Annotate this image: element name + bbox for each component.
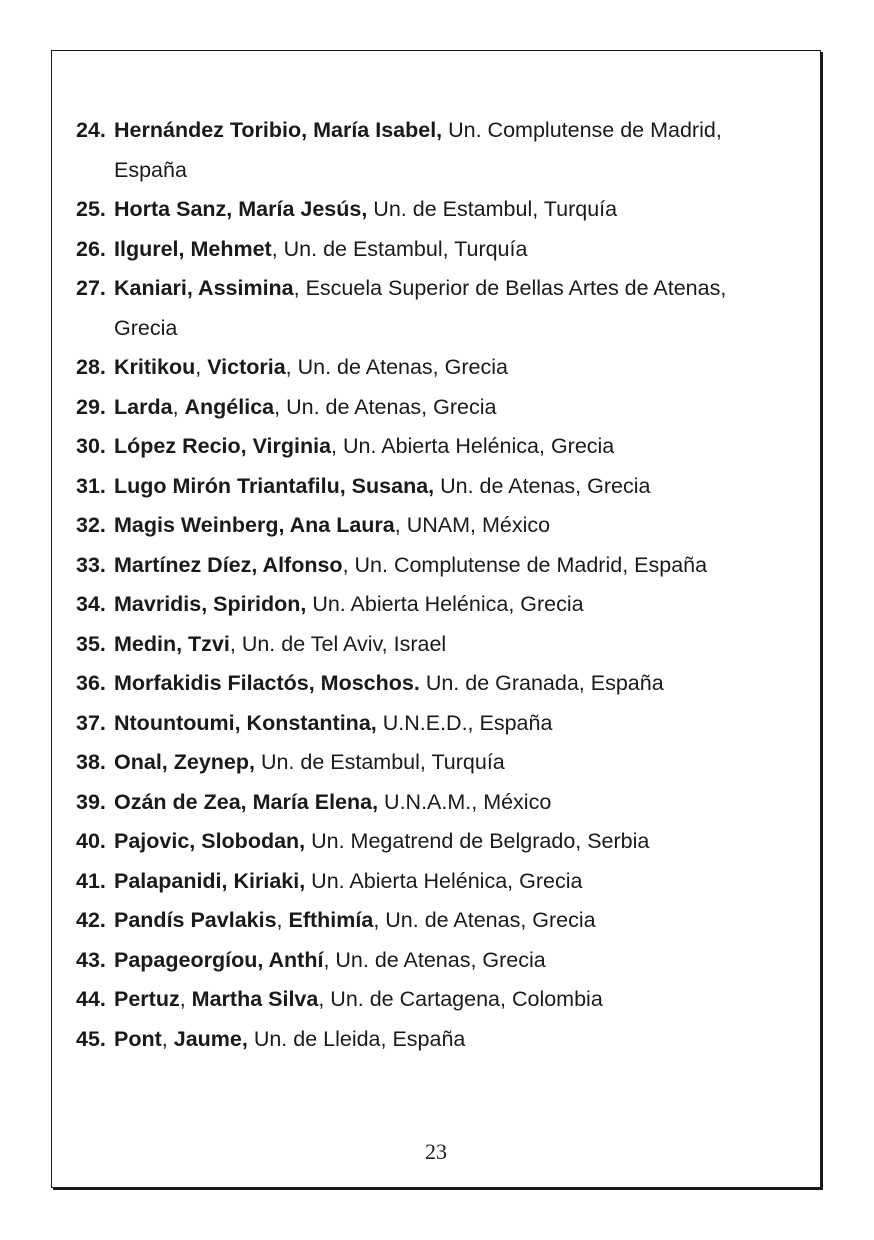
affiliation-text: Un. Megatrend de Belgrado, Serbia <box>305 829 650 853</box>
list-item-text <box>114 980 796 1020</box>
list-item-text <box>114 467 796 507</box>
list-item-number: 39. <box>76 789 106 814</box>
list-item <box>76 230 796 270</box>
participant-name: Martínez Díez, Alfonso <box>114 552 343 577</box>
participant-name: Kaniari, Assimina <box>114 276 294 300</box>
list-item <box>76 427 796 467</box>
list-item <box>76 901 796 941</box>
list-item-number: 29. <box>76 394 106 419</box>
participant-name: Mavridis, Spiridon, <box>114 592 307 616</box>
affiliation-text: U.N.E.D., España <box>376 710 553 735</box>
list-item-number: 41. <box>76 868 106 893</box>
affiliation-text: , Escuela Superior de Bellas Artes de Atenas, Grecia <box>114 276 727 340</box>
list-item-number: 42. <box>76 908 106 932</box>
affiliation-text: , Un. de Cartagena, Colombia <box>318 987 603 1011</box>
list-item-text <box>114 269 796 348</box>
participant-name: Pandís Pavlakis <box>114 908 277 932</box>
participant-name: López Recio, Virginia <box>114 434 332 458</box>
list-item <box>76 546 796 586</box>
affiliation-text: Un. de Estambul, Turquía <box>367 197 618 221</box>
list-item-number: 31. <box>76 473 106 498</box>
list-item <box>76 941 796 981</box>
participant-name: Ilgurel, Mehmet <box>114 236 272 261</box>
list-item <box>76 467 796 507</box>
list-item-text <box>114 506 796 546</box>
affiliation-text: , Un. Abierta Helénica, Grecia <box>331 434 615 458</box>
list-item-text <box>114 546 796 586</box>
list-item-text <box>114 388 796 428</box>
list-item-number: 26. <box>76 236 106 261</box>
affiliation-text: Un. de Lleida, España <box>247 1026 466 1051</box>
participant-name: Angélica <box>184 394 275 419</box>
list-item-text <box>114 1020 796 1060</box>
participant-name: Pont <box>114 1026 162 1051</box>
participant-name: Papageorgíou, Anthí <box>114 947 324 972</box>
list-item-text <box>114 348 796 388</box>
participant-name: Ntountoumi, Konstantina, <box>114 710 377 735</box>
participant-name: Morfakidis Filactós, Moschos. <box>114 671 420 695</box>
list-item <box>76 111 796 190</box>
participant-name: Horta Sanz, María Jesús, <box>114 197 368 221</box>
list-item <box>76 348 796 388</box>
list-item-text <box>114 625 796 665</box>
affiliation-text: , Un. de Tel Aviv, Israel <box>229 631 447 656</box>
list-item <box>76 743 796 783</box>
affiliation-text: , Un. Complutense de Madrid, España <box>342 552 708 577</box>
participant-name: Kritikou <box>114 355 196 379</box>
participant-name: Medin, Tzvi <box>114 631 230 656</box>
affiliation-text: , <box>172 394 185 419</box>
affiliation-text: , Un. de Atenas, Grecia <box>285 355 508 379</box>
participant-name: Martha Silva <box>191 987 319 1011</box>
affiliation-text: Un. Abierta Helénica, Grecia <box>306 592 584 616</box>
list-item-number: 45. <box>76 1026 106 1051</box>
participant-name: Pajovic, Slobodan, <box>114 829 306 853</box>
list-item-text <box>114 111 796 190</box>
participant-name: Ozán de Zea, María Elena, <box>114 789 379 814</box>
list-item-number: 43. <box>76 947 106 972</box>
affiliation-text: U.N.A.M., México <box>378 789 552 814</box>
list-item <box>76 664 796 704</box>
list-item-text <box>114 822 796 862</box>
list-item-number: 28. <box>76 355 106 379</box>
affiliation-text: , <box>276 908 289 932</box>
participant-list <box>76 111 796 1059</box>
list-item-text <box>114 427 796 467</box>
list-item-number: 37. <box>76 710 106 735</box>
list-item-number: 35. <box>76 631 106 656</box>
list-item-number: 40. <box>76 829 106 853</box>
affiliation-text: , Un. de Estambul, Turquía <box>271 236 528 261</box>
affiliation-text: , <box>161 1026 174 1051</box>
list-item-text <box>114 783 796 823</box>
list-item-number: 25. <box>76 197 106 221</box>
affiliation-text: , Un. de Atenas, Grecia <box>323 947 546 972</box>
affiliation-text: Un. Abierta Helénica, Grecia <box>305 868 583 893</box>
participant-name: Palapanidi, Kiriaki, <box>114 868 306 893</box>
list-item-text <box>114 664 796 704</box>
participant-name: Onal, Zeynep, <box>114 750 255 774</box>
affiliation-text: , UNAM, México <box>394 513 551 537</box>
participant-name: Pertuz <box>114 987 180 1011</box>
list-item-number: 27. <box>76 276 106 300</box>
list-item-number: 36. <box>76 671 106 695</box>
page-frame <box>51 50 821 1188</box>
list-item-text <box>114 190 796 230</box>
affiliation-text: , Un. de Atenas, Grecia <box>373 908 596 932</box>
list-item <box>76 1020 796 1060</box>
participant-name: Hernández Toribio, María Isabel, <box>114 118 443 142</box>
list-item <box>76 822 796 862</box>
list-item-number: 34. <box>76 592 106 616</box>
list-item-text <box>114 704 796 744</box>
list-item <box>76 980 796 1020</box>
participant-name: Jaume, <box>173 1026 248 1051</box>
list-item-text <box>114 230 796 270</box>
list-item-text <box>114 743 796 783</box>
list-item-number: 38. <box>76 750 106 774</box>
affiliation-text: Un. de Atenas, Grecia <box>434 473 651 498</box>
list-item <box>76 388 796 428</box>
list-item <box>76 585 796 625</box>
list-item <box>76 704 796 744</box>
affiliation-text: , <box>195 355 208 379</box>
affiliation-text: , Un. de Atenas, Grecia <box>274 394 497 419</box>
list-item <box>76 506 796 546</box>
list-item-number: 32. <box>76 513 106 537</box>
list-item-text <box>114 862 796 902</box>
list-item-number: 44. <box>76 987 106 1011</box>
affiliation-text: , <box>179 987 192 1011</box>
affiliation-text: Un. de Granada, España <box>419 671 664 695</box>
list-item <box>76 269 796 348</box>
list-item <box>76 783 796 823</box>
participant-name: Lugo Mirón Triantafilu, Susana, <box>114 473 435 498</box>
participant-name: Larda <box>114 394 173 419</box>
page-number: 23 <box>425 1139 447 1164</box>
list-item-text <box>114 585 796 625</box>
affiliation-text: Un. de Estambul, Turquía <box>254 750 505 774</box>
list-item-number: 24. <box>76 118 106 142</box>
list-item-number: 33. <box>76 552 106 577</box>
list-item-number: 30. <box>76 434 106 458</box>
participant-name: Magis Weinberg, Ana Laura <box>114 513 395 537</box>
list-item <box>76 190 796 230</box>
list-item-text <box>114 901 796 941</box>
affiliation-text: Un. Complutense de Madrid, España <box>114 118 722 182</box>
participant-name: Efthimía <box>288 908 374 932</box>
list-item-text <box>114 941 796 981</box>
list-item <box>76 862 796 902</box>
list-item <box>76 625 796 665</box>
participant-name: Victoria <box>207 355 286 379</box>
